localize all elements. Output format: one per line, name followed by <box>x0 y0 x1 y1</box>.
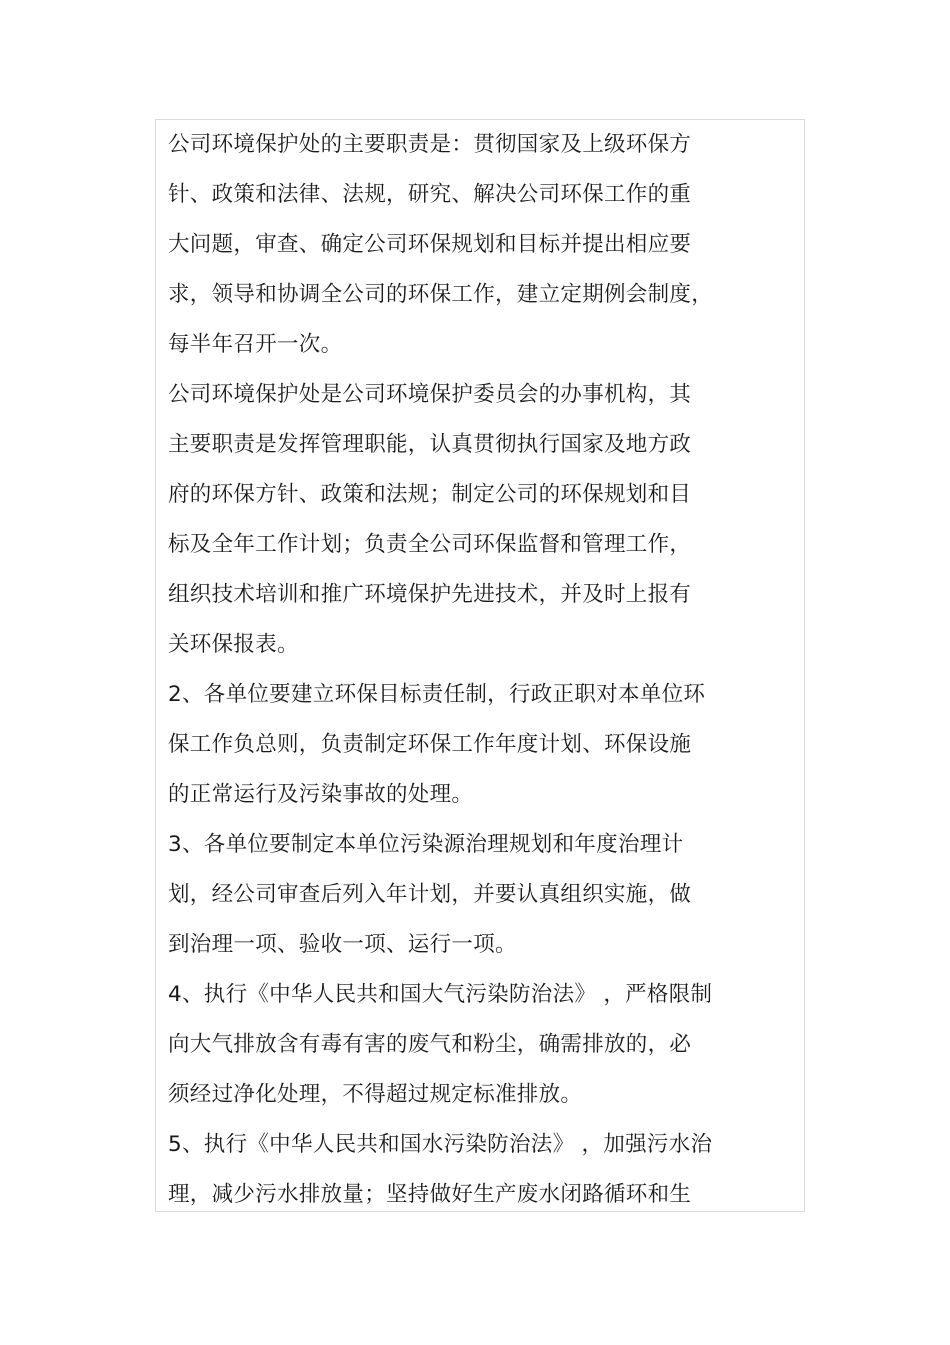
text-line: 4、执行《中华人民共和国大气污染防治法》 ，严格限制 <box>168 982 713 1007</box>
text-line: 理，减少污水排放量；坚持做好生产废水闭路循环和生 <box>168 1182 692 1207</box>
text-line: 关环保报表。 <box>168 632 299 657</box>
text-line: 3、各单位要制定本单位污染源治理规划和年度治理计 <box>168 832 684 857</box>
text-line: 公司环境保护处是公司环境保护委员会的办事机构，其 <box>168 382 692 407</box>
document-page <box>155 119 805 1212</box>
text-line: 向大气排放含有毒有害的废气和粉尘，确需排放的，必 <box>168 1032 692 1057</box>
text-line: 划，经公司审查后列入年计划，并要认真组织实施，做 <box>168 882 692 907</box>
text-line: 5、执行《中华人民共和国水污染防治法》 ，加强污水治 <box>168 1132 713 1157</box>
text-line: 每半年召开一次。 <box>168 332 343 357</box>
text-line: 大问题，审查、确定公司环保规划和目标并提出相应要 <box>168 232 692 257</box>
text-line: 公司环境保护处的主要职责是：贯彻国家及上级环保方 <box>168 132 692 157</box>
text-line: 针、政策和法律、法规，研究、解决公司环保工作的重 <box>168 182 692 207</box>
text-line: 到治理一项、验收一项、运行一项。 <box>168 932 517 957</box>
text-line: 须经过净化处理，不得超过规定标准排放。 <box>168 1082 583 1107</box>
text-line: 主要职责是发挥管理职能，认真贯彻执行国家及地方政 <box>168 432 692 457</box>
text-line: 组织技术培训和推广环境保护先进技术，并及时上报有 <box>168 582 692 607</box>
text-line: 保工作负总则，负责制定环保工作年度计划、环保设施 <box>168 732 692 757</box>
text-line: 2、各单位要建立环保目标责任制，行政正职对本单位环 <box>168 682 706 707</box>
text-line: 的正常运行及污染事故的处理。 <box>168 782 474 807</box>
text-line: 府的环保方针、政策和法规；制定公司的环保规划和目 <box>168 482 692 507</box>
text-line: 求，领导和协调全公司的环保工作，建立定期例会制度， <box>168 282 714 307</box>
text-line: 标及全年工作计划；负责全公司环保监督和管理工作， <box>168 532 692 557</box>
